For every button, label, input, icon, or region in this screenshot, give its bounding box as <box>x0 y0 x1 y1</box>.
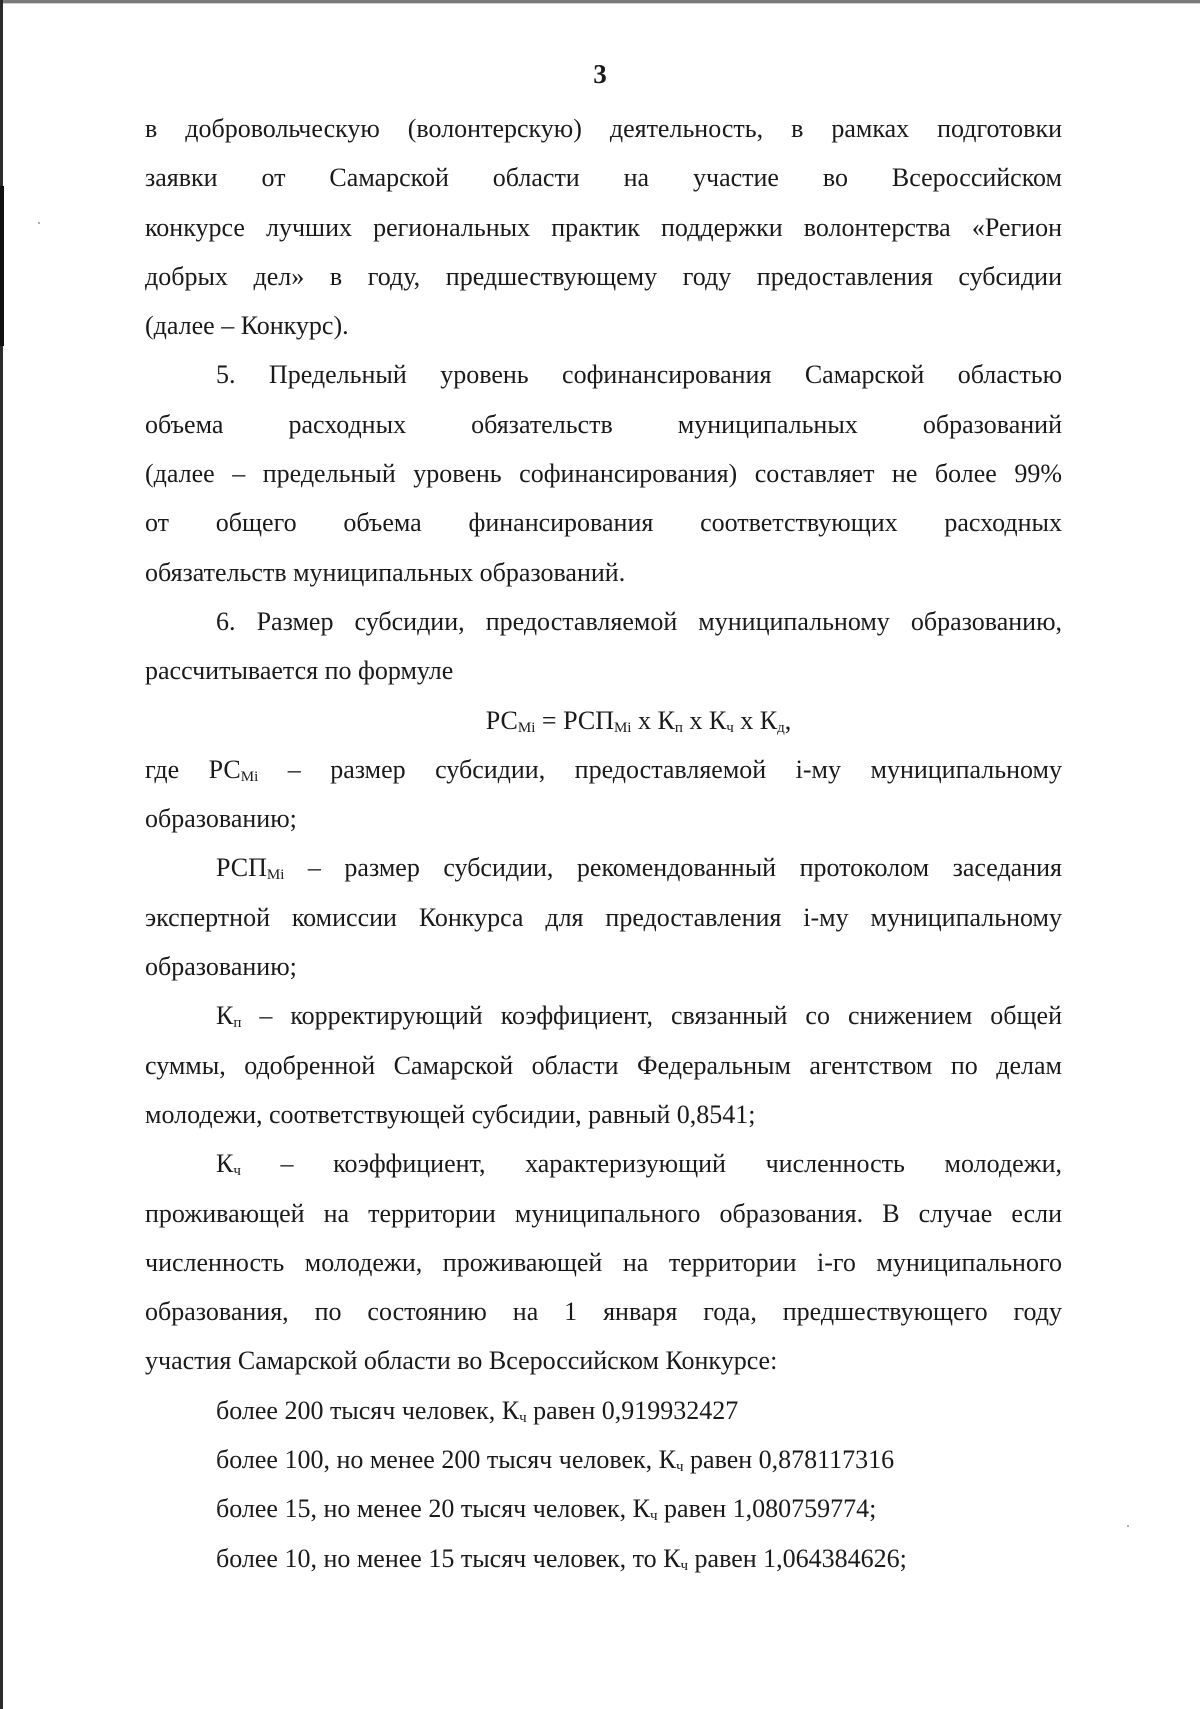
line-text: = РСП <box>535 705 614 735</box>
line-text: образованию; <box>145 952 297 982</box>
line-text: равен 1,064384626; <box>688 1543 907 1573</box>
subscript: ч <box>233 1163 241 1180</box>
subsidy-formula <box>145 696 1062 745</box>
line-text: более 100, но менее 200 тысяч человек, К <box>216 1445 676 1475</box>
text-line <box>145 301 1062 350</box>
subscript: ч <box>519 1409 527 1426</box>
line-text: равен 0,919932427 <box>526 1395 739 1425</box>
subscript: п <box>674 719 683 736</box>
text-line <box>145 498 1062 547</box>
line-text: более 15, но менее 20 тысяч человек, К <box>216 1494 650 1524</box>
text-line <box>145 646 1062 695</box>
kch-list-item <box>145 1435 1062 1484</box>
line-text: , <box>784 705 792 735</box>
kch-list-item <box>145 1534 1062 1583</box>
line-text: где РС <box>145 754 241 784</box>
line-text: добрых дел» в году, предшествующему году предоставления субсидии <box>145 261 1062 291</box>
line-text: – коэффициент, характеризующий численность молодежи, <box>240 1149 1062 1179</box>
line-text: рассчитывается по формуле <box>145 656 454 686</box>
clause-6-line <box>145 597 1062 646</box>
definition-rsp-line <box>145 843 1062 892</box>
line-text: суммы, одобренной Самарской области Федеральным агентством по делам <box>145 1050 1062 1080</box>
line-text: численность молодежи, проживающей на территории i-го муниципального <box>145 1247 1062 1277</box>
definition-kch-line <box>145 1139 1062 1188</box>
line-text: х К <box>682 705 727 735</box>
scan-speck <box>38 222 40 224</box>
line-text: проживающей на территории муниципального образования. В случае если <box>145 1198 1062 1228</box>
line-text: объема расходных обязательств муниципальных образований <box>145 409 1062 439</box>
line-text: участия Самарской области во Всероссийском Конкурсе: <box>145 1346 778 1376</box>
line-text: образования, по состоянию на 1 января года, предшествующего году <box>145 1297 1062 1327</box>
line-text: в добровольческую (волонтерскую) деятельность, в рамках подготовки <box>145 114 1062 143</box>
kch-list-item <box>145 1484 1062 1533</box>
line-text: – размер субсидии, рекомендованный протоколом заседания <box>284 853 1062 883</box>
subscript: Мi <box>266 867 285 884</box>
line-text: 6. Размер субсидии, предоставляемой муниципальному образованию, <box>216 606 1062 636</box>
subscript: п <box>233 1015 242 1032</box>
text-line <box>145 104 1062 153</box>
line-text: К <box>216 1149 234 1179</box>
subscript: ч <box>675 1459 684 1476</box>
text-line <box>145 548 1062 597</box>
text-line <box>145 153 1062 202</box>
text-line <box>145 1287 1062 1336</box>
line-text: молодежи, соответствующей субсидии, равный 0,8541; <box>145 1099 756 1129</box>
text-line <box>145 1189 1062 1238</box>
definition-rs-line <box>145 745 1062 794</box>
subscript: ч <box>649 1508 658 1525</box>
line-text: 5. Предельный уровень софинансирования Самарской областью <box>216 360 1062 390</box>
text-line <box>145 893 1062 942</box>
line-text: (далее – Конкурс). <box>145 311 349 341</box>
line-text: РСП <box>216 853 267 883</box>
scan-edge-top-shade <box>0 3 1200 4</box>
line-text: – корректирующий коэффициент, связанный со снижением общей <box>241 1001 1062 1031</box>
text-line <box>145 1041 1062 1090</box>
line-text: заявки от Самарской области на участие во Всероссийском <box>145 163 1062 193</box>
subscript: ч <box>726 719 734 736</box>
line-text: образованию; <box>145 804 297 834</box>
subscript: Мi <box>240 768 259 785</box>
text-line <box>145 1090 1062 1139</box>
text-line <box>145 1336 1062 1385</box>
kch-list-item <box>145 1386 1062 1435</box>
line-text: (далее – предельный уровень софинансирования) составляет не более 99% <box>145 459 1062 489</box>
page-body <box>145 104 1062 1583</box>
definition-kp-line <box>145 991 1062 1040</box>
page-number: 3 <box>593 59 607 89</box>
subscript: Мi <box>613 719 632 736</box>
line-text: экспертной комиссии Конкурса для предоставления i-му муниципальному <box>145 902 1062 932</box>
scan-speck <box>1127 1525 1129 1527</box>
text-line <box>145 449 1062 498</box>
text-line <box>145 203 1062 252</box>
line-text: более 10, но менее 15 тысяч человек, то К <box>216 1543 681 1573</box>
text-line <box>145 1238 1062 1287</box>
line-text: обязательств муниципальных образований. <box>145 557 626 587</box>
line-text: равен 1,080759774; <box>657 1494 877 1524</box>
text-line <box>145 942 1062 991</box>
text-line <box>145 400 1062 449</box>
line-text: К <box>216 1001 234 1031</box>
scan-edge-left-mark <box>0 186 4 346</box>
line-text: равен 0,878117316 <box>683 1445 895 1475</box>
clause-5-line <box>145 350 1062 399</box>
line-text: – размер субсидии, предоставляемой i-му муниципальному <box>258 754 1062 784</box>
line-text: от общего объема финансирования соответствующих расходных <box>145 508 1062 538</box>
text-line <box>145 252 1062 301</box>
line-text: х К <box>733 705 778 735</box>
subscript: д <box>777 719 785 736</box>
text-line <box>145 794 1062 843</box>
line-text: х К <box>631 705 675 735</box>
line-text: более 200 тысяч человек, К <box>216 1395 520 1425</box>
subscript: Мi <box>517 719 536 736</box>
line-text: РС <box>485 705 518 735</box>
subscript: ч <box>680 1557 689 1574</box>
line-text: конкурсе лучших региональных практик поддержки волонтерства «Регион <box>145 212 1062 242</box>
